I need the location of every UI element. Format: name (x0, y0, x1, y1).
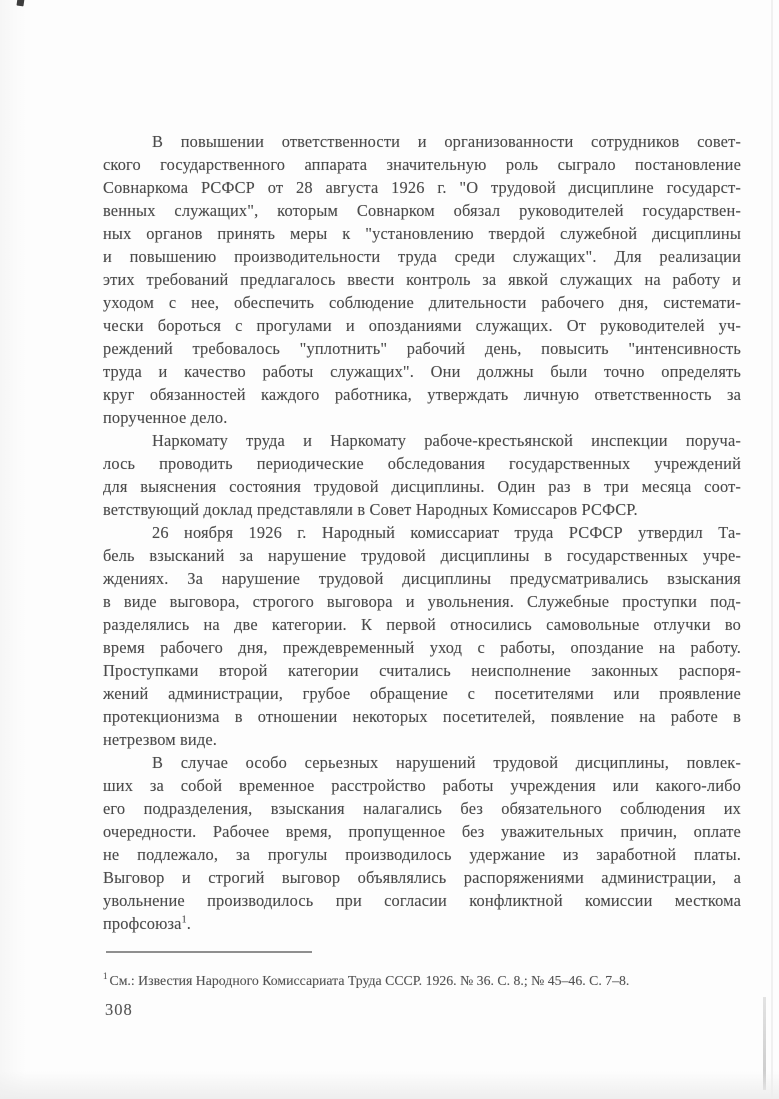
text-line: в виде выговора, строгого выговора и увольнения. Служебные проступки под- (103, 592, 741, 611)
text-line: время рабочего дня, преждевременный уход с работы, опоздание на работу. (103, 638, 741, 657)
footnote-ref: 1 (181, 914, 187, 926)
text-line: реждений требовалось "уплотнить" рабочий день, повысить "интенсивность (103, 339, 741, 358)
text-line: лось проводить периодические обследования государственных учреждений (103, 454, 741, 473)
text-line: ших за собой временное расстройство работы учреждения или какого-либо (103, 776, 741, 795)
text-line: Наркомату труда и Наркомату рабоче-крестьянской инспекции поруча- (152, 431, 741, 450)
text-line: порученное дело. (103, 408, 228, 427)
text-line: Совнаркома РСФСР от 28 августа 1926 г. "О трудовой дисциплине государст- (103, 178, 741, 197)
text-line: его подразделения, взыскания налагались без обязательного соблюдения их (103, 799, 741, 818)
text-line: ных органов принять меры к "установлению твердой служебной дисциплины (103, 224, 741, 243)
bottom-page-edge-shadow (0, 1071, 779, 1099)
text-line: ждениях. За нарушение трудовой дисциплины предусматривались взыскания (103, 569, 741, 588)
text-line: протекционизма в отношении некоторых посетителей, появление на работе в (103, 707, 741, 726)
scan-artifact-mark (16, 0, 24, 6)
footnote-text: См.: Известия Народного Комиссариата Труда СССР. 1926. № 36. С. 8.; № 45–46. С. 7–8. (109, 973, 630, 988)
text-line: ветствующий доклад представляли в Совет Народных Комиссаров РСФСР. (103, 500, 638, 519)
text-line: очередности. Рабочее время, пропущенное без уважительных причин, оплате (103, 822, 741, 841)
footnote-marker: 1 (103, 971, 108, 982)
text-line: труда и качество работы служащих". Они должны были точно определять (103, 362, 741, 381)
text-fragment: . (186, 914, 192, 933)
text-line: увольнение производилось при согласии конфликтной комиссии месткома (103, 891, 741, 910)
text-line (103, 912, 741, 935)
text-line: бель взысканий за нарушение трудовой дисциплины в государственных учре- (103, 546, 741, 565)
footnote (103, 971, 753, 991)
text-line: жений администрации, грубое обращение с посетителями или проявление (103, 684, 741, 703)
footnote-separator (106, 951, 312, 953)
body-text (103, 130, 741, 935)
text-line: разделялись на две категории. К первой относились самовольные отлучки во (103, 615, 741, 634)
text-line: В повышении ответственности и организованности сотрудников совет- (152, 132, 741, 151)
paragraph (103, 751, 741, 935)
paragraph (103, 521, 741, 751)
text-line: 26 ноября 1926 г. Народный комиссариат труда РСФСР утвердил Та- (152, 523, 741, 542)
right-page-edge-line (771, 0, 773, 1099)
text-line: венных служащих", которым Совнарком обязал руководителей государствен- (103, 201, 741, 220)
text-line: не подлежало, за прогулы производилось удержание из заработной платы. (103, 845, 741, 864)
text-line: чески бороться с прогулами и опозданиями служащих. От руководителей уч- (103, 316, 741, 335)
text-line: ского государственного аппарата значительную роль сыграло постановление (103, 155, 741, 174)
paragraph (103, 130, 741, 429)
text-line: для выяснения состояния трудовой дисциплины. Один раз в три месяца соот- (103, 477, 741, 496)
text-line: уходом с нее, обеспечить соблюдение длительности рабочего дня, системати- (103, 293, 741, 312)
text-line: и повышению производительности труда среди служащих". Для реализации (103, 247, 741, 266)
text-line: нетрезвом виде. (103, 730, 218, 749)
paragraph (103, 429, 741, 521)
left-page-edge-shadow (0, 0, 26, 1099)
text-line: этих требований предлагалось ввести контроль за явкой служащих на работу и (103, 270, 741, 289)
text-fragment: профсоюза (103, 914, 182, 933)
text-line: В случае особо серьезных нарушений трудовой дисциплины, повлек- (152, 753, 741, 772)
text-line: Проступками второй категории считались неисполнение законных распоря- (103, 661, 741, 680)
text-line: круг обязанностей каждого работника, утверждать личную ответственность за (103, 385, 741, 404)
page-number: 308 (105, 1000, 133, 1019)
text-line: Выговор и строгий выговор объявлялись распоряжениями администрации, а (103, 868, 741, 887)
